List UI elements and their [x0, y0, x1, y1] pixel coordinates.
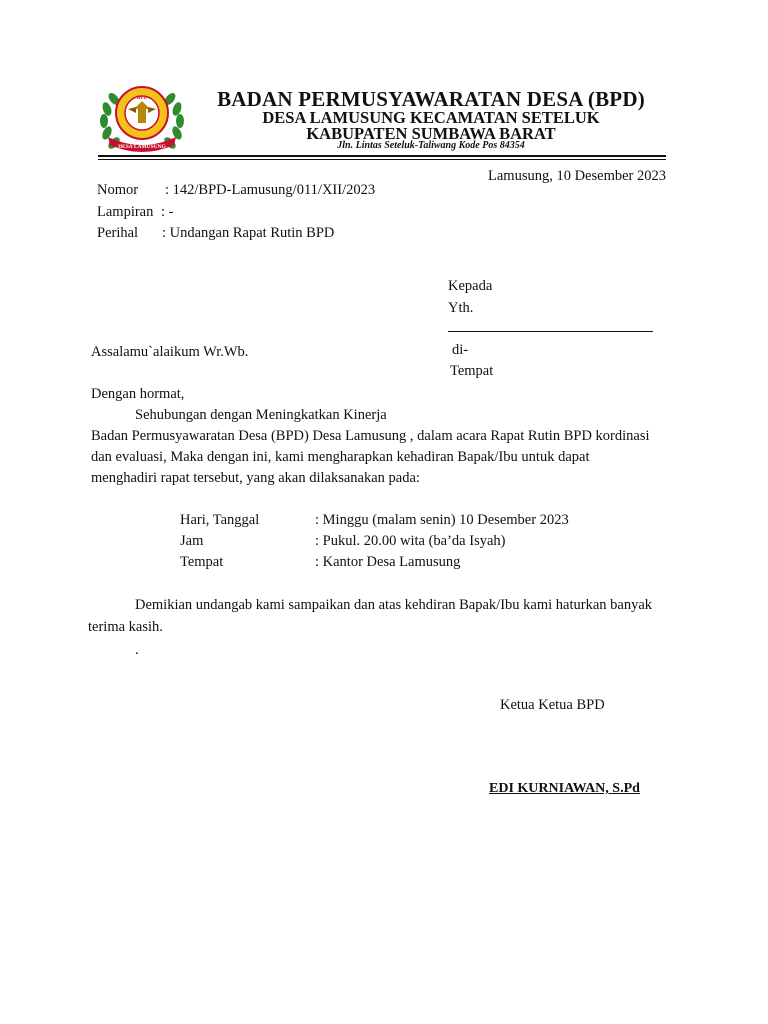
- detail-label-date: Hari, Tanggal: [180, 512, 260, 528]
- greeting: Dengan hormat,: [91, 386, 185, 402]
- recipient-tempat: Tempat: [450, 363, 494, 379]
- nomor-label: Nomor: [97, 182, 139, 198]
- letter-date: Lamusung, 10 Desember 2023: [488, 168, 666, 184]
- letterhead-address: Jln. Lintas Seteluk-Taliwang Kode Pos 84354: [337, 140, 525, 151]
- recipient-kepada: Kepada: [448, 278, 493, 294]
- recipient-blank-line: [448, 331, 653, 332]
- letterhead-village: DESA LAMUSUNG KECAMATAN SETELUK: [262, 108, 600, 127]
- perihal-label: Perihal: [97, 225, 139, 241]
- perihal-value: : Undangan Rapat Rutin BPD: [162, 225, 335, 241]
- bpd-logo: [94, 79, 190, 159]
- letterhead-title: BADAN PERMUSYAWARATAN DESA (BPD): [217, 87, 645, 111]
- nomor-value: : 142/BPD-Lamusung/011/XII/2023: [165, 182, 376, 198]
- detail-label-place: Tempat: [180, 554, 224, 570]
- letterhead-regency: KABUPATEN SUMBAWA BARAT: [306, 124, 556, 143]
- closing-dot: .: [135, 642, 139, 658]
- lampiran-value: : -: [161, 204, 174, 220]
- detail-value-place: : Kantor Desa Lamusung: [315, 554, 461, 570]
- logo-banner-text: DESA LAMUSUNG: [118, 144, 166, 150]
- signature-name: EDI KURNIAWAN, S.Pd: [489, 781, 640, 796]
- paragraph-line: Sehubungan dengan Meningkatkan Kinerja: [135, 407, 387, 423]
- paragraph-line: dan evaluasi, Maka dengan ini, kami mengharapkan kehadiran Bapak/Ibu untuk dapat: [91, 449, 590, 465]
- lampiran-label: Lampiran: [97, 204, 154, 220]
- closing-line: Demikian undangab kami sampaikan dan atas kehdiran Bapak/Ibu kami haturkan banyak: [135, 597, 653, 613]
- paragraph-line: Badan Permusyawaratan Desa (BPD) Desa Lamusung , dalam acara Rapat Rutin BPD kordinasi: [91, 428, 650, 444]
- detail-label-time: Jam: [180, 533, 204, 549]
- letterhead-rule: [98, 155, 666, 157]
- recipient-di: di-: [452, 342, 469, 358]
- letterhead-rule-thin: [98, 159, 666, 160]
- detail-value-time: : Pukul. 20.00 wita (ba’da Isyah): [315, 533, 506, 549]
- detail-value-date: : Minggu (malam senin) 10 Desember 2023: [315, 512, 569, 528]
- salam: Assalamu`alaikum Wr.Wb.: [91, 344, 249, 360]
- paragraph-line: menghadiri rapat tersebut, yang akan dilaksanakan pada:: [91, 470, 420, 486]
- recipient-yth: Yth.: [448, 300, 474, 316]
- signature-position: Ketua Ketua BPD: [500, 697, 605, 713]
- logo-top-text: BPD: [137, 96, 147, 101]
- closing-line: terima kasih.: [88, 619, 163, 635]
